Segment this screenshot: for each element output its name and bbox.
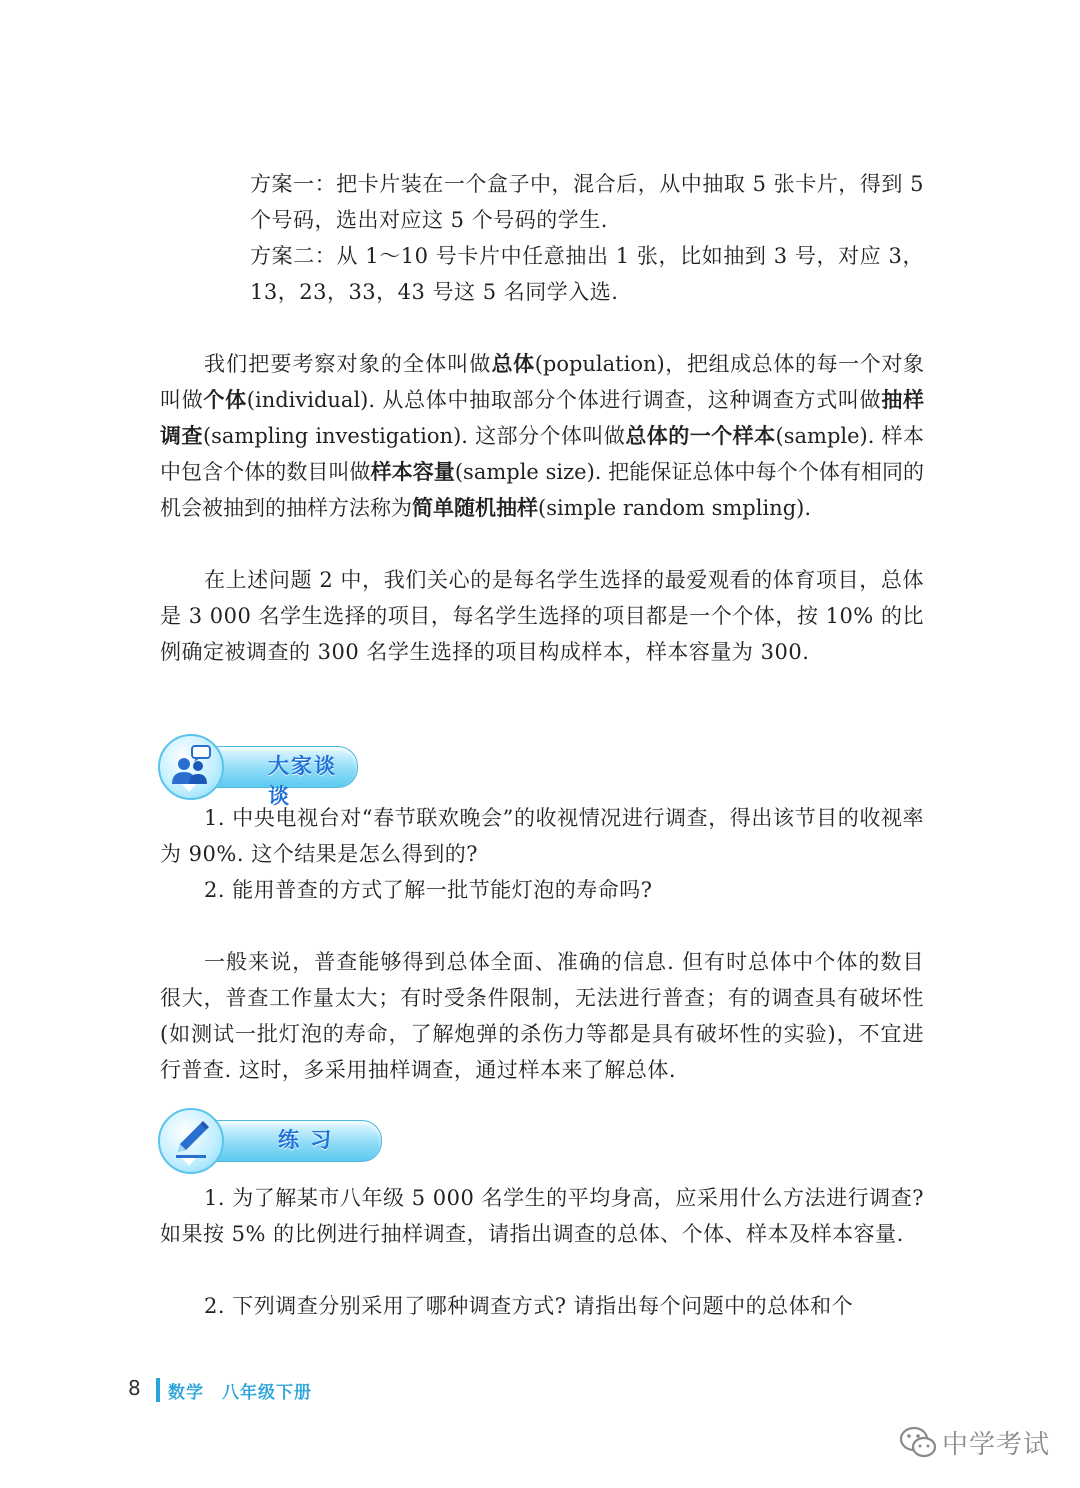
badge-pointer [182,1158,196,1166]
general-paragraph: 一般来说，普查能够得到总体全面、准确的信息. 但有时总体中个体的数目很大，普查工作量太大；有时受条件限制，无法进行普查；有的调查具有破坏性(如测试一批灯泡的寿命，了解炮弹的杀伤力等都是具有破坏性的实验)，不宜进行普查. 这时，多采用抽样调查，通过样本来了解总体. [160,950,924,1082]
definition-text: (individual). 从总体中抽取部分个体进行调查，这种调查方式叫做 [246,388,882,412]
discussion-badge [158,738,358,808]
definition-text: (sampling investigation). 这部分个体叫做 [202,424,626,448]
term-sampling-investigation: 抽样调查 [160,388,925,448]
book-title: 数学 八年级下册 [168,1383,312,1403]
exercise-label: 练 习 [278,1128,334,1152]
scheme-one-text: 方案一：把卡片装在一个盒子中，混合后，从中抽取 5 张卡片，得到 5 个号码，选出对应这 5 个号码的学生. [250,172,924,232]
exercise-item-2: 2. 下列调查分别采用了哪种调查方式? 请指出每个问题中的总体和个 [204,1294,854,1318]
problem2-paragraph: 在上述问题 2 中，我们关心的是每名学生选择的最爱观看的体育项目，总体是 3 000 名学生选择的项目，每名学生选择的项目都是一个个体，按 10% 的比例确定被调查的 300 名学生选择的项目构成样本，样本容量为 300. [160,568,924,664]
exercise-badge [158,1112,388,1168]
definition-text: (simple random smpling). [538,496,812,520]
pencil-icon [166,1114,216,1164]
term-simple-random-sampling: 简单随机抽样 [412,496,538,520]
page-number: 8 [128,1376,141,1400]
watermark-text: 中学考试 [942,1430,1051,1460]
term-sample: 总体的一个样本 [625,424,776,448]
exercise-item-1: 1. 为了解某市八年级 5 000 名学生的平均身高，应采用什么方法进行调查? 如果按 5% 的比例进行抽样调查，请指出调查的总体、个体、样本及样本容量. [160,1186,924,1246]
wechat-logo-icon [898,1422,938,1462]
people-talking-icon [166,740,216,790]
scheme-two-text: 方案二：从 1～10 号卡片中任意抽出 1 张，比如抽到 3 号，对应 3，13，23，33，43 号这 5 名同学入选. [250,244,924,304]
definition-text: 我们把要考察对象的全体叫做 [204,352,492,376]
discussion-item-2: 2. 能用普查的方式了解一批节能灯泡的寿命吗? [204,878,653,902]
discussion-item-1: 1. 中央电视台对“春节联欢晚会”的收视情况进行调查，得出该节目的收视率为 90%. 这个结果是怎么得到的? [160,806,924,866]
footer-divider [156,1378,160,1402]
definition-text: (sample). 样本中包含个体的数目叫做 [160,424,925,484]
definitions-paragraph [160,346,924,526]
term-population: 总体 [491,352,535,376]
definition-text: (population)，把组成总体的每一个对象叫做 [160,352,925,412]
discussion-label: 大家谈谈 [268,754,337,808]
term-individual: 个体 [203,388,247,412]
badge-pointer [182,784,196,792]
term-sample-size: 样本容量 [370,460,455,484]
definition-text: (sample size). 把能保证总体中每个个体有相同的机会被抽到的抽样方法称为 [160,460,925,520]
